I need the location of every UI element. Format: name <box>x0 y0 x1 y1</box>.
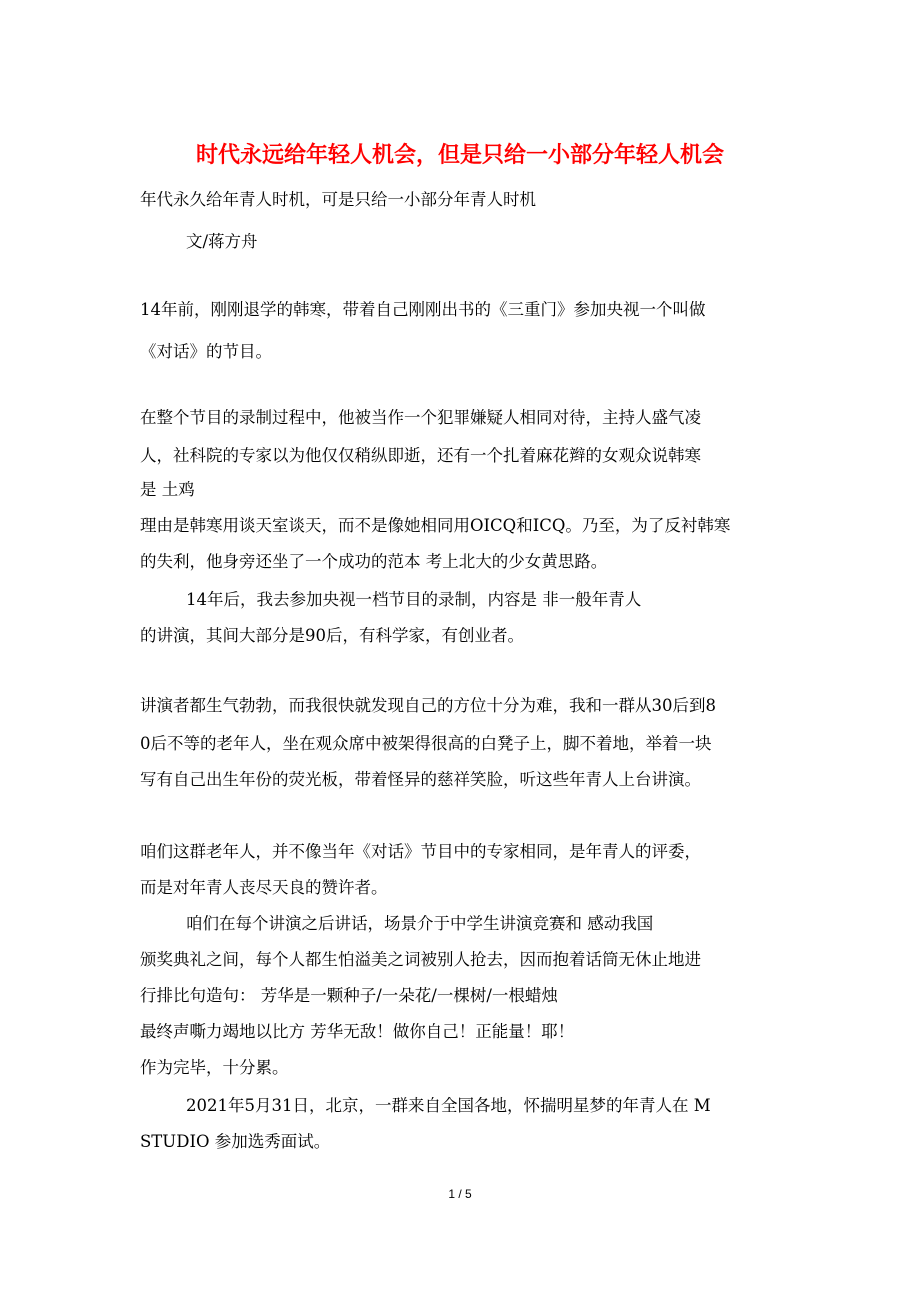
paragraph-line: 颁奖典礼之间，每个人都生怕溢美之词被别人抢去，因而抱着话筒无休止地进 <box>140 950 701 969</box>
paragraph-line: STUDIO 参加选秀面试。 <box>140 1132 331 1151</box>
paragraph-line: 人，社科院的专家以为他仅仅稍纵即逝，还有一个扎着麻花辫的女观众说韩寒 <box>140 446 701 465</box>
paragraph-line: 而是对年青人丧尽天良的赞许者。 <box>140 878 388 897</box>
paragraph-line: 作为完毕，十分累。 <box>140 1058 289 1077</box>
paragraph-line: 是 土鸡 <box>140 480 195 499</box>
paragraph-line: 理由是韩寒用谈天室谈天，而不是像她相同用OICQ和ICQ。乃至，为了反衬韩寒 <box>140 516 731 535</box>
paragraph-line: 2021年5月31日，北京，一群来自全国各地，怀揣明星梦的年青人在 M <box>186 1096 711 1115</box>
paragraph-line: 0后不等的老年人，坐在观众席中被架得很高的白凳子上，脚不着地，举着一块 <box>140 734 712 753</box>
author-line: 文/蒋方舟 <box>186 232 258 251</box>
paragraph-line: 在整个节目的录制过程中，他被当作一个犯罪嫌疑人相同对待，主持人盛气凌 <box>140 408 701 427</box>
paragraph-line: 讲演者都生气勃勃，而我很快就发现自己的方位十分为难，我和一群从30后到8 <box>140 696 716 715</box>
paragraph-line: 咱们在每个讲演之后讲话，场景介于中学生讲演竞赛和 感动我国 <box>186 914 654 933</box>
page-number: 1 / 5 <box>448 1187 472 1201</box>
paragraph-line: 最终声嘶力竭地以比方 芳华无敌！做你自己！正能量！耶！ <box>140 1022 575 1041</box>
document-title: 时代永远给年轻人机会，但是只给一小部分年轻人机会 <box>195 143 724 168</box>
paragraph-line: 咱们这群老年人，并不像当年《对话》节目中的专家相同，是年青人的评委， <box>140 842 701 861</box>
paragraph-line: 写有自己出生年份的荧光板，带着怪异的慈祥笑脸，听这些年青人上台讲演。 <box>140 770 701 789</box>
paragraph-line: 的讲演，其间大部分是90后，有科学家，有创业者。 <box>140 626 524 645</box>
paragraph-line: 的失利，他身旁还坐了一个成功的范本 考上北大的少女黄思路。 <box>140 552 608 571</box>
paragraph-line: 14年后，我去参加央视一档节目的录制，内容是 非一般年青人 <box>186 590 642 609</box>
subtitle-line: 年代永久给年青人时机，可是只给一小部分年青人时机 <box>140 190 536 209</box>
paragraph-line: 《对话》的节目。 <box>140 342 272 361</box>
paragraph-line: 14年前，刚刚退学的韩寒，带着自己刚刚出书的《三重门》参加央视一个叫做 <box>140 300 706 319</box>
paragraph-line: 行排比句造句： 芳华是一颗种子/一朵花/一棵树/一根蜡烛 <box>140 986 558 1005</box>
